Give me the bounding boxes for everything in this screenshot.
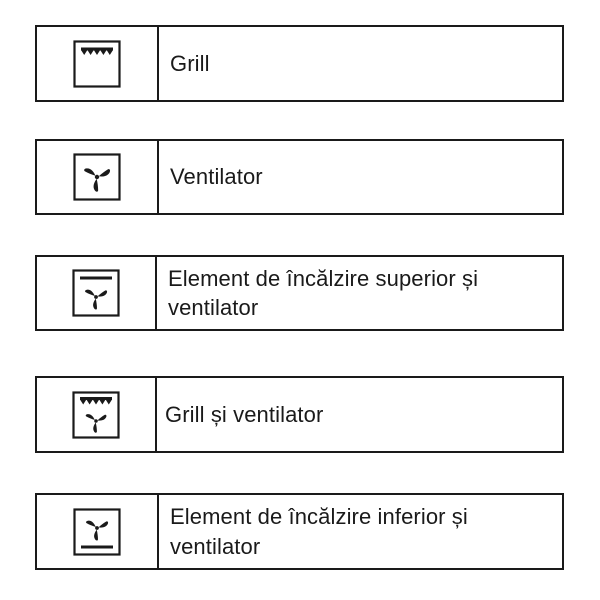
mode-row-grill-fan	[35, 376, 564, 453]
grill-fan-icon	[72, 391, 120, 439]
mode-row-bottom-heat-fan	[35, 493, 564, 570]
mode-label: Element de încălzire superior și ventilator	[168, 265, 479, 320]
mode-row-grill	[35, 25, 564, 102]
icon-cell	[37, 27, 159, 100]
mode-label: Ventilator	[170, 164, 263, 190]
mode-label: Grill și ventilator	[165, 401, 324, 427]
mode-row-top-heat-fan	[35, 255, 564, 331]
icon-cell	[37, 378, 157, 451]
grill-icon	[73, 40, 121, 88]
fan-icon	[73, 153, 121, 201]
bottom-heat-fan-icon	[73, 508, 121, 556]
icon-cell	[37, 141, 159, 213]
mode-label: Grill	[170, 50, 210, 76]
icon-cell	[37, 257, 157, 329]
icon-cell	[37, 495, 159, 568]
mode-row-fan	[35, 139, 564, 215]
mode-label: Element de încălzire inferior și ventilator	[170, 504, 468, 559]
top-heat-fan-icon	[72, 269, 120, 317]
